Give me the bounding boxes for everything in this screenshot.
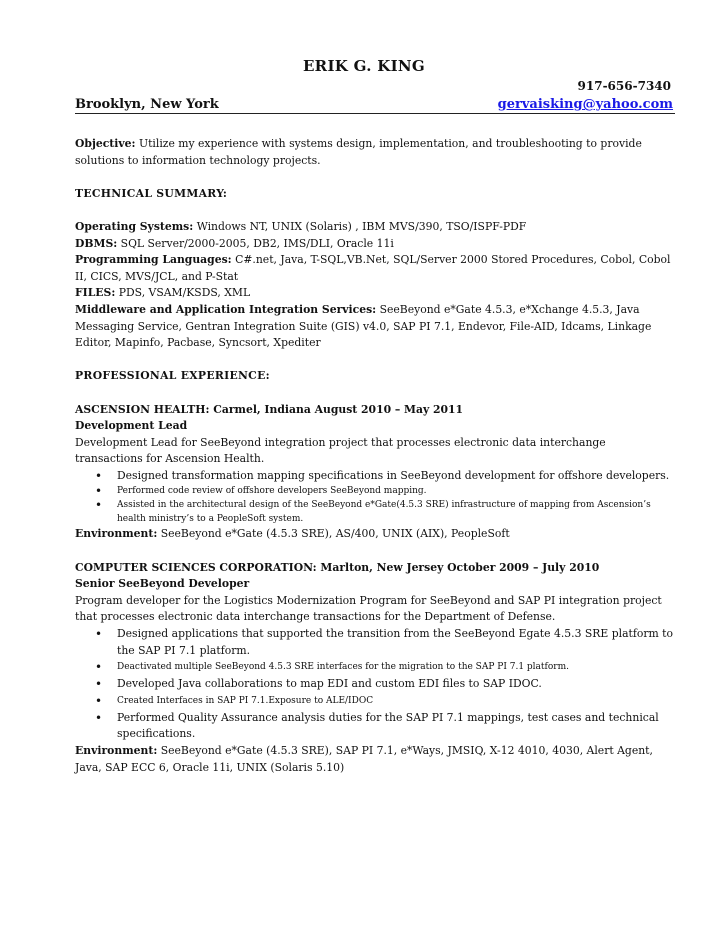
job-summary: Development Lead for SeeBeyond integration project that processes electronic data interchange transactions for Ascension Health. [75,435,606,466]
objective-label: Objective: [75,137,136,150]
job-environment: Environment: SeeBeyond e*Gate (4.5.3 SRE), AS/400, UNIX (AIX), PeopleSoft [75,527,510,541]
candidate-name: ERIK G. KING [302,57,426,75]
job-bullets [75,468,675,527]
objective-text: Utilize my experience with systems design, implementation, and troubleshooting to provide solutions to information technology projects. [75,137,642,167]
tech-item: DBMS: SQL Server/2000-2005, DB2, IMS/DLI, Oracle 11i [75,236,394,250]
tech-item: Programming Languages: C#.net, Java, T-SQL,VB.Net, SQL/Server 2000 Stored Procedures, Cobol, Cobol II, CICS, MVS/JCL, and P-Stat [75,253,671,283]
bullet-icon: • [95,693,103,708]
list-item: • Assisted in the architectural design of the SeeBeyond e*Gate(4.5.3 SRE) infrastructure of mapping from Ascension’s health ministry’s to a PeopleSoft system. [95,498,651,525]
list-item: • Designed applications that supported the transition from the SeeBeyond Egate 4.5.3 SRE platform to the SAP PI 7.1 platform. [95,627,674,657]
tech-item: Middleware and Application Integration Services: SeeBeyond e*Gate 4.5.3, e*Xchange 4.5.3, Java Messaging Service, Gentran Integration Suite (GIS) v4.0, SAP PI 7.1, Endevor, File-AID, Idcams, Linkage Editor, Mapinfo, Pacbase, Syncsort, Xpediter [75,302,652,350]
bullet-icon: • [95,677,103,692]
bullet-icon: • [95,484,103,499]
objective [75,136,675,169]
job-summary: Program developer for the Logistics Modernization Program for SeeBeyond and SAP PI integration project that processes electronic data interchange transactions for the Department of Defense. [75,593,662,624]
list-item: • Developed Java collaborations to map EDI and custom EDI files to SAP IDOC. [95,677,542,692]
tech-item: Operating Systems: Windows NT, UNIX (Solaris) , IBM MVS/390, TSO/ISPF-PDF [75,219,527,233]
bullet-icon: • [95,627,103,642]
phone-number: 917-656-7340 [577,79,671,93]
professional-experience-heading: PROFESSIONAL EXPERIENCE: [75,369,270,383]
job-employer: COMPUTER SCIENCES CORPORATION: Marlton, New Jersey October 2009 – July 2010 [75,560,600,574]
list-item: • Performed Quality Assurance analysis duties for the SAP PI 7.1 mappings, test cases and technical specifications. [95,710,659,741]
job-title: Senior SeeBeyond Developer [75,577,250,591]
job-bullets [75,626,675,743]
list-item: • Created Interfaces in SAP PI 7.1.Exposure to ALE/IDOC [95,693,374,708]
tech-item: FILES: PDS, VSAM/KSDS, XML [75,286,251,300]
bullet-icon: • [95,468,103,483]
bullet-icon: • [95,710,103,725]
location: Brooklyn, New York [75,97,219,112]
bullet-icon: • [95,660,103,675]
job-title: Development Lead [75,419,188,433]
header-divider [75,113,675,114]
technical-summary-heading: TECHNICAL SUMMARY: [75,186,228,200]
list-item: • Performed code review of offshore developers SeeBeyond mapping. [95,484,427,499]
list-item: • Designed transformation mapping specifications in SeeBeyond development for offshore developers. [95,468,670,483]
resume-body [75,136,675,776]
job-employer: ASCENSION HEALTH: Carmel, Indiana August 2010 – May 2011 [75,402,464,416]
email-link[interactable]: gervaisking@yahoo.com [497,97,673,112]
job-environment: Environment: SeeBeyond e*Gate (4.5.3 SRE), SAP PI 7.1, e*Ways, JMSIQ, X-12 4010, 4030, Alert Agent, Java, SAP ECC 6, Oracle 11i, UNIX (Solaris 5.10) [75,744,653,774]
list-item: • Deactivated multiple SeeBeyond 4.5.3 SRE interfaces for the migration to the SAP PI 7.1 platform. [95,660,569,675]
bullet-icon: • [95,498,103,513]
